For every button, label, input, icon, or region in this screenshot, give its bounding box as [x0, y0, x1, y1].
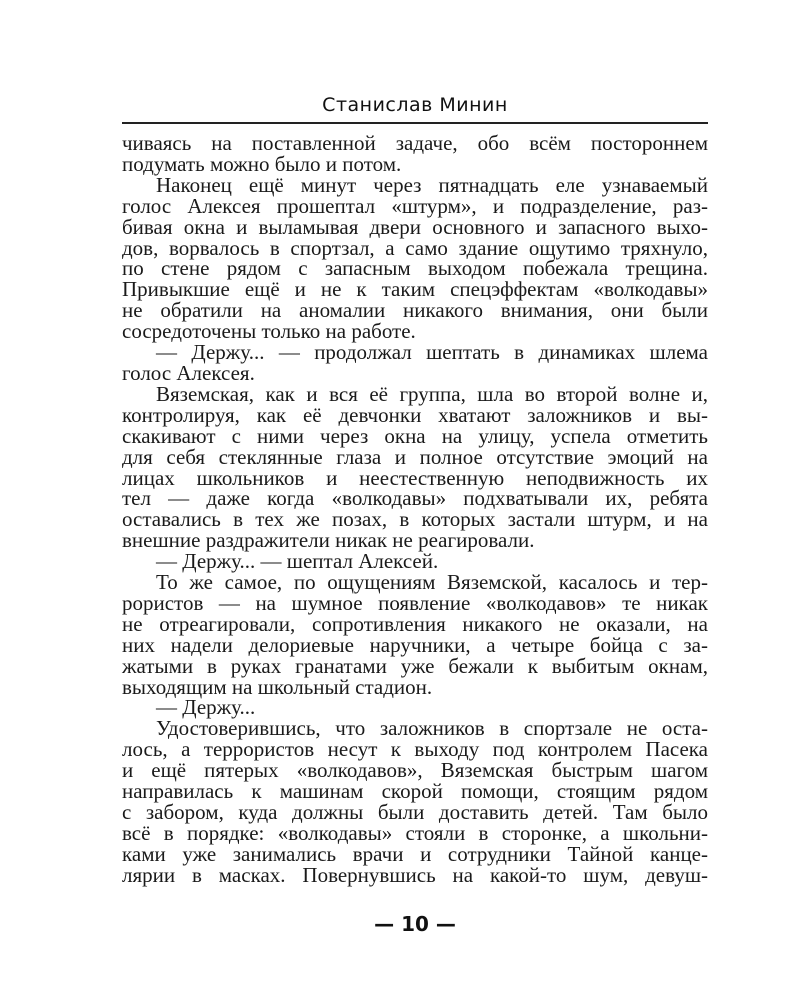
running-head-author: Станислав Минин	[322, 94, 508, 116]
text-line: Удостоверившись, что заложников в спортзале не оста-	[156, 716, 708, 741]
text-line: всё в порядке: «волкодавы» стояли в сторонке, а школьни-	[122, 820, 708, 845]
text-line: контролируя, как её девчонки хватают заложников и вы-	[122, 402, 708, 427]
text-line: и ещё пятерых «волкодавов», Вяземская быстрым шагом	[122, 758, 708, 783]
text-line: для себя стеклянные глаза и полное отсутствие эмоций на	[122, 444, 708, 469]
text-line: подумать можно было и потом.	[122, 151, 402, 176]
text-line: направилась к машинам скорой помощи, стоящим рядом	[122, 779, 708, 804]
text-line: сосредоточены только на работе.	[122, 319, 416, 344]
text-line: голос Алексея прошептал «штурм», и подразделение, раз-	[122, 193, 708, 218]
text-line: Привыкшие ещё и не к таким спецэффектам «волкодавы»	[122, 277, 708, 302]
text-line: жатыми в руках гранатами уже бежали к выбитым окнам,	[122, 653, 708, 678]
page-number: — 10 —	[374, 912, 456, 936]
text-line: с забором, куда должны были доставить детей. Там было	[122, 800, 708, 824]
text-line: не обратили на аномалии никакого внимания, они были	[122, 298, 708, 323]
text-line: лось, а террористов несут к выходу под контролем Пасека	[122, 737, 708, 762]
text-line: — Держу...	[156, 695, 256, 720]
text-line: Вяземская, как и вся её группа, шла во второй волне и,	[156, 381, 708, 406]
text-line: рористов — на шумное появление «волкодавов» те никак	[122, 590, 708, 615]
text-line: них надели делориевые наручники, а четыре бойца с за-	[122, 632, 708, 657]
body-text	[122, 133, 708, 886]
text-line: внешние раздражители никак не реагировали.	[122, 528, 535, 553]
text-line: скакивают с ними через окна на улицу, успела отметить	[122, 423, 708, 448]
text-line: бивая окна и выламывая двери основного и запасного выхо-	[122, 214, 708, 239]
text-line: оставались в тех же позах, в которых застали штурм, и на	[122, 507, 708, 532]
text-line: не отреагировали, сопротивления никакого не оказали, на	[122, 611, 708, 636]
text-line: Наконец ещё минут через пятнадцать еле узнаваемый	[156, 172, 708, 197]
text-line: дов, ворвалось в спортзал, а само здание ощутимо тряхнуло,	[122, 235, 708, 260]
text-line: ками уже занимались врачи и сотрудники Тайной канце-	[122, 841, 708, 866]
text-line: чиваясь на поставленной задаче, обо всём постороннем	[122, 131, 708, 155]
text-line: по стене рядом с запасным выходом побежала трещина.	[122, 256, 708, 281]
text-line: голос Алексея.	[122, 360, 255, 385]
text-line: тел — даже когда «волкодавы» подхватывали их, ребята	[122, 486, 708, 511]
text-line: — Держу... — продолжал шептать в динамиках шлема	[156, 340, 708, 365]
text-line: лицах школьников и неестественную неподвижность их	[122, 465, 708, 490]
header-rule	[122, 122, 708, 124]
text-line: выходящим на школьный стадион.	[122, 674, 433, 699]
text-line: лярии в масках. Повернувшись на какой-то шум, девуш-	[122, 862, 708, 887]
text-line: То же самое, по ощущениям Вяземской, касалось и тер-	[156, 570, 708, 595]
text-line: — Держу... — шептал Алексей.	[156, 549, 439, 574]
